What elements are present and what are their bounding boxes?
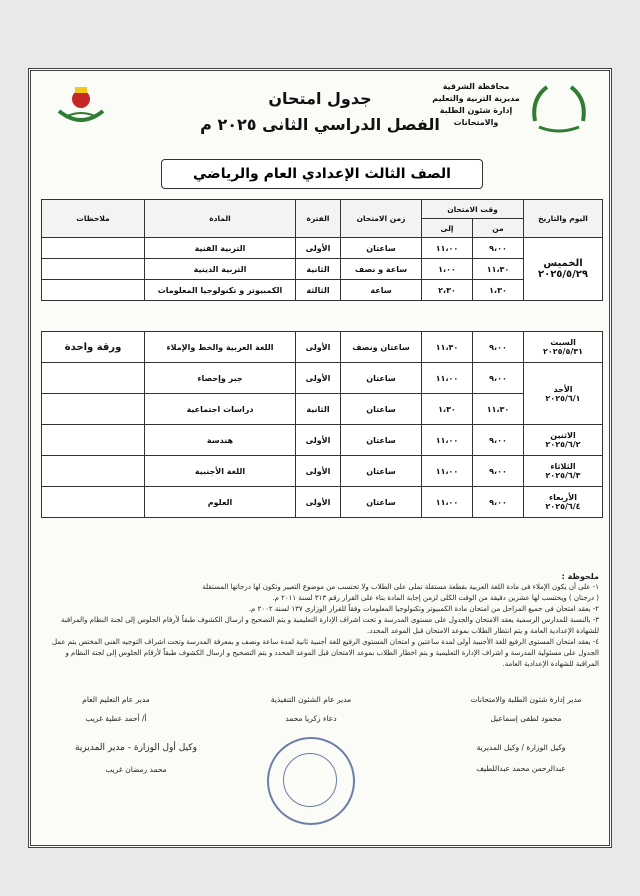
exam-schedule-page [28,68,612,848]
to-cell: ٢،٣٠ [422,280,473,301]
table-row [42,425,603,456]
day-cell [524,363,603,425]
duration-cell: ساعتان [341,487,422,518]
period-cell: الأولى [296,238,341,259]
signature-name: عبدالرحمن محمد عبداللطيف [476,764,566,773]
table-row [42,332,603,363]
to-cell: ١١،٠٠ [422,456,473,487]
schedule-table-main [41,331,603,518]
period-cell: الثالثة [296,280,341,301]
duration-cell: ساعة [341,280,422,301]
notes-cell [42,363,145,394]
table-row [42,363,603,394]
from-cell: ١١،٣٠ [473,394,524,425]
period-cell: الثانية [296,394,341,425]
from-cell: ٩،٠٠ [473,332,524,363]
official-seal-icon [267,737,355,825]
subject-cell: اللغة الأجنبية [145,456,296,487]
note-item: ( درجتان ) ويحتسب لها عشرين دقيقة من الوقت الكلى لزمن إجابة المادة بناء على القرار رقم ٣١٣ لسنة ٢٠١١ م. [272,594,599,602]
day-name: الأربعاء [549,493,577,502]
to-cell: ١١،٠٠ [422,238,473,259]
signature-title: مدير عام الشئون التنفيذية [270,695,352,704]
period-cell: الثانية [296,259,341,280]
signature-block [41,743,231,774]
day-date: ٢٠٢٥/٦/٤ [545,502,581,511]
grade-banner: الصف الثالث الإعدادي العام والرياضي [161,159,483,189]
period-cell: الأولى [296,425,341,456]
table-row [42,280,603,301]
day-cell [524,456,603,487]
duration-cell: ساعتان [341,363,422,394]
header-notes: ملاحظات [42,200,145,238]
signature-block [41,695,191,723]
from-cell: ٩،٠٠ [473,363,524,394]
to-cell: ١١،٣٠ [422,332,473,363]
table-row [42,394,603,425]
header-period: الفترة [296,200,341,238]
signature-title: وكيل أول الوزارة - مدير المديرية [75,743,197,753]
from-cell: ٩،٠٠ [473,238,524,259]
from-cell: ٩،٠٠ [473,425,524,456]
note-item: ٤- يعقد امتحان المستوى الرفيع للغة الأجنبية أولى لمدة ساعتين و امتحان المستوى الرفيع للغة أجنبية ثانية لمدة ساعة ونصف و بمعرفة المدرسة وتحت اشراف التوجيه الفنى المختص يتم عمل الجدول على مسئولية المدرسة و اشراف الإدارة التعليمية و يتم اخطار الطلاب بموعد الامتحان قبل الموعد المحدد و يتم التصحيح و ارسال الكشوف طبقاً لأرقام الجلوس إلى لجنة النظام و المراقبة للشهادة الإعدادية العامة. [52,638,599,668]
header-exam-time: وقت الامتحان [422,200,524,219]
signature-name: دعاء زكريا محمد [285,714,337,723]
period-cell: الأولى [296,456,341,487]
day-date: ٢٠٢٥/٦/١ [545,393,581,403]
schedule-table-thursday [41,199,603,301]
notes-cell [42,238,145,259]
to-cell: ١،٠٠ [422,259,473,280]
subject-cell: جبر وإحصاء [145,363,296,394]
notes-cell: ورقة واحدة [42,332,145,363]
signature-block [231,695,391,723]
day-date: ٢٠٢٥/٦/٣ [545,471,581,480]
to-cell: ١١،٠٠ [422,363,473,394]
duration-cell: ساعتان [341,394,422,425]
directorate-name: مديرية التربية والتعليم [432,94,520,103]
signature-block [451,695,601,723]
day-cell [524,332,603,363]
header-day-date: اليوم والتاريخ [524,200,603,238]
notes-cell [42,456,145,487]
day-cell [524,425,603,456]
duration-cell: ساعتان [341,425,422,456]
notes-section [47,571,599,670]
note-item: ١- على أن يكون الإملاء فى مادة اللغة العربية بقطعة مستقلة تملى على الطلاب ولا تحتسب من موضوع التعبير وتكون لها درجاتها المستقلة [202,583,599,591]
to-cell: ١١،٠٠ [422,487,473,518]
period-cell: الأولى [296,363,341,394]
governorate-name: محافظة الشرقية [442,82,510,91]
subject-cell: العلوم [145,487,296,518]
subject-cell: التربية الفنية [145,238,296,259]
subject-cell: اللغة العربية والخط والإملاء [145,332,296,363]
subject-cell: التربية الدينية [145,259,296,280]
note-item: ٢- يعقد امتحان فى جميع المراحل من امتحان مادة الكمبيوتر وتكنولوجيا المعلومات وفقاً للقرار الوزارى ١٣٧ لسنة ٢٠٠٢ م. [248,605,599,613]
subject-cell: دراسات اجتماعية [145,394,296,425]
subject-cell: الكمبيوتر و تكنولوجيا المعلومات [145,280,296,301]
signature-title: مدير عام التعليم العام [82,695,150,704]
signature-title: وكيل الوزارة / وكيل المديرية [476,743,566,752]
page-title: جدول امتحان [268,89,372,108]
page-subtitle: الفصل الدراسي الثانى ٢٠٢٥ م [200,115,440,134]
day-cell [524,487,603,518]
note-item: ٣- بالنسبة للمدارس الرسمية يعقد الامتحان والجدول على مستوى المدرسة و تحت اشراف الإدارة التعليمية و يتم التصحيح و ارسال الكشوف طبقاً لأرقام الجلوس إلى لجنة النظام والمراقبة للشهادة الإعدادية العامة و يتم انتظار الطلاب بموعد الامتحان قبل الموعد المحدد. [60,616,599,635]
header-to: إلى [422,219,473,238]
duration-cell: ساعتان ونصف [341,332,422,363]
day-name: الأحد [553,384,573,394]
from-cell: ٩،٠٠ [473,487,524,518]
header-subject: المادة [145,200,296,238]
signature-title: مدير إدارة شئون الطلبة والامتحانات [470,695,582,704]
header-from: من [473,219,524,238]
notes-cell [42,487,145,518]
to-cell: ١،٣٠ [422,394,473,425]
notes-heading: ملحوظة : [561,572,599,581]
to-cell: ١١،٠٠ [422,425,473,456]
table-row [42,259,603,280]
period-cell: الأولى [296,332,341,363]
day-cell [524,238,603,301]
duration-cell: ساعتان [341,238,422,259]
day-name: السبت [550,338,576,347]
from-cell: ٩،٠٠ [473,456,524,487]
from-cell: ١١،٣٠ [473,259,524,280]
duration-cell: ساعتان [341,456,422,487]
table-row [42,456,603,487]
period-cell: الأولى [296,487,341,518]
header-duration: زمن الامتحان [341,200,422,238]
notes-cell [42,280,145,301]
notes-cell [42,259,145,280]
day-date: ٢٠٢٥/٦/٢ [545,440,581,449]
notes-cell [42,425,145,456]
signature-block [441,743,601,773]
day-date: ٢٠٢٥/٥/٣١ [542,347,584,356]
signature-name: أ/ أحمد عطية غريب [85,714,147,723]
table-row [42,238,603,259]
notes-cell [42,394,145,425]
department-name: إدارة شئون الطلبة والامتحانات [439,106,513,127]
subject-cell: هندسة [145,425,296,456]
duration-cell: ساعة و نصف [341,259,422,280]
signature-name: محمد رمضان غريب [105,765,167,774]
table-row [42,487,603,518]
signature-name: محمود لطفى إسماعيل [490,714,562,723]
day-name: الاثنين [550,431,576,440]
day-name: الثلاثاء [550,462,576,471]
day-name: الخميس [543,258,583,269]
day-date: ٢٠٢٥/٥/٢٩ [537,269,589,280]
from-cell: ١،٣٠ [473,280,524,301]
